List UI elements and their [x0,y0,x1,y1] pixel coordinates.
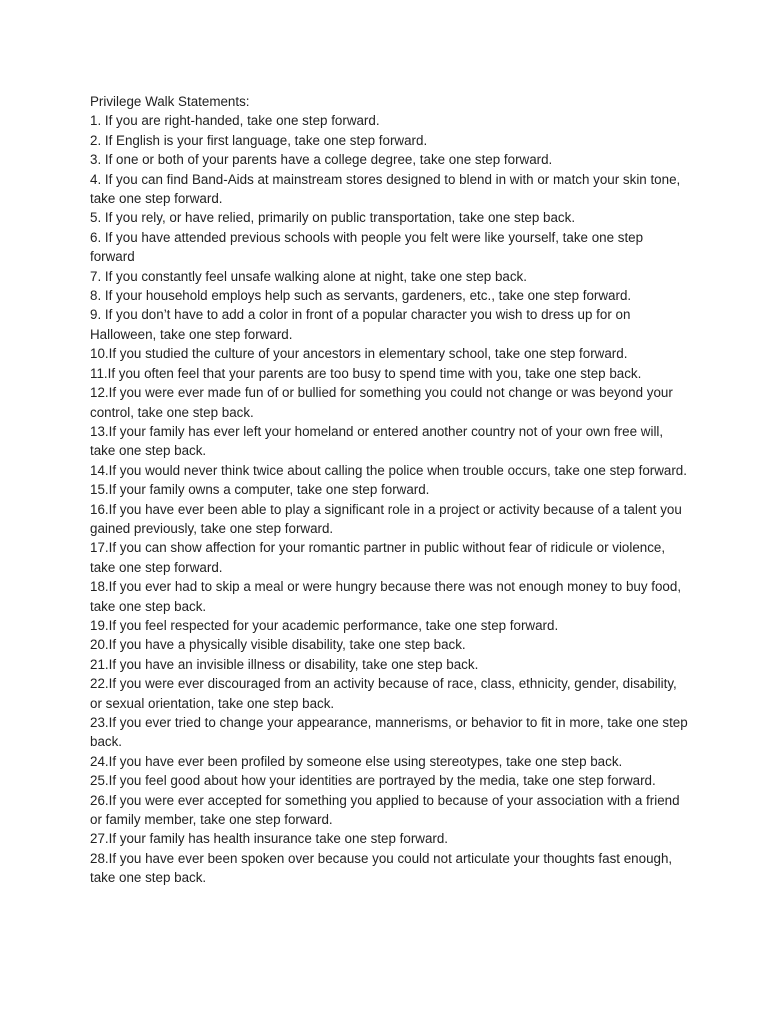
statement-item: 18.If you ever had to skip a meal or were hungry because there was not enough money to buy food, take one step back. [90,579,682,614]
statement-item: 6. If you have attended previous schools with people you felt were like yourself, take one step forward [90,229,644,265]
statement-item: 9. If you don’t have to add a color in front of a popular character you wish to dress up for on Halloween, take one step forward. [90,307,631,342]
statement-item: 8. If your household employs help such as servants, gardeners, etc., take one step forward. [90,288,632,304]
statement-item: 11.If you often feel that your parents are too busy to spend time with you, take one step back. [90,365,642,381]
statement-item: 2. If English is your first language, take one step forward. [90,132,428,148]
statement-item: 20.If you have a physically visible disability, take one step back. [90,637,466,653]
statement-item: 24.If you have ever been profiled by someone else using stereotypes, take one step back. [90,753,623,769]
document-title: Privilege Walk Statements: [90,94,250,109]
statement-item: 23.If you ever tried to change your appearance, mannerisms, or behavior to fit in more, take one step back. [90,715,688,750]
statement-item: 5. If you rely, or have relied, primarily on public transportation, take one step back. [90,210,576,226]
statement-item: 3. If one or both of your parents have a college degree, take one step forward. [90,152,553,168]
statement-list [90,111,690,887]
statement-item: 7. If you constantly feel unsafe walking alone at night, take one step back. [90,268,527,284]
statement-item: 14.If you would never think twice about calling the police when trouble occurs, take one step forward. [90,462,687,478]
statement-item: 12.If you were ever made fun of or bullied for something you could not change or was beyond your control, take one step back. [90,385,673,420]
statement-item: 4. If you can find Band-Aids at mainstream stores designed to blend in with or match your skin tone, take one step forward. [90,171,681,207]
statement-item: 25.If you feel good about how your identities are portrayed by the media, take one step forward. [90,773,656,789]
statement-item: 21.If you have an invisible illness or disability, take one step back. [90,656,479,672]
statement-item: 19.If you feel respected for your academic performance, take one step forward. [90,617,559,633]
statement-item: 28.If you have ever been spoken over because you could not articulate your thoughts fast enough, take one step back. [90,850,673,886]
statement-item: 16.If you have ever been able to play a significant role in a project or activity because of a talent you gained previously, take one step forward. [90,501,682,536]
statement-item: 26.If you were ever accepted for something you applied to because of your association with a friend or family member, take one step forward. [90,792,680,828]
statement-item: 1. If you are right-handed, take one step forward. [90,113,380,129]
statement-item: 22.If you were ever discouraged from an activity because of race, class, ethnicity, gender, disability, or sexual orientation, take one step back. [90,676,677,711]
document-body [90,92,690,888]
statement-item: 15.If your family owns a computer, take one step forward. [90,482,430,498]
statement-item: 10.If you studied the culture of your ancestors in elementary school, take one step forward. [90,346,628,362]
statement-item: 17.If you can show affection for your romantic partner in public without fear of ridicule or violence, take one step forward. [90,540,666,575]
statement-item: 27.If your family has health insurance take one step forward. [90,831,449,847]
statement-item: 13.If your family has ever left your homeland or entered another country not of your own free will, take one step back. [90,423,664,459]
